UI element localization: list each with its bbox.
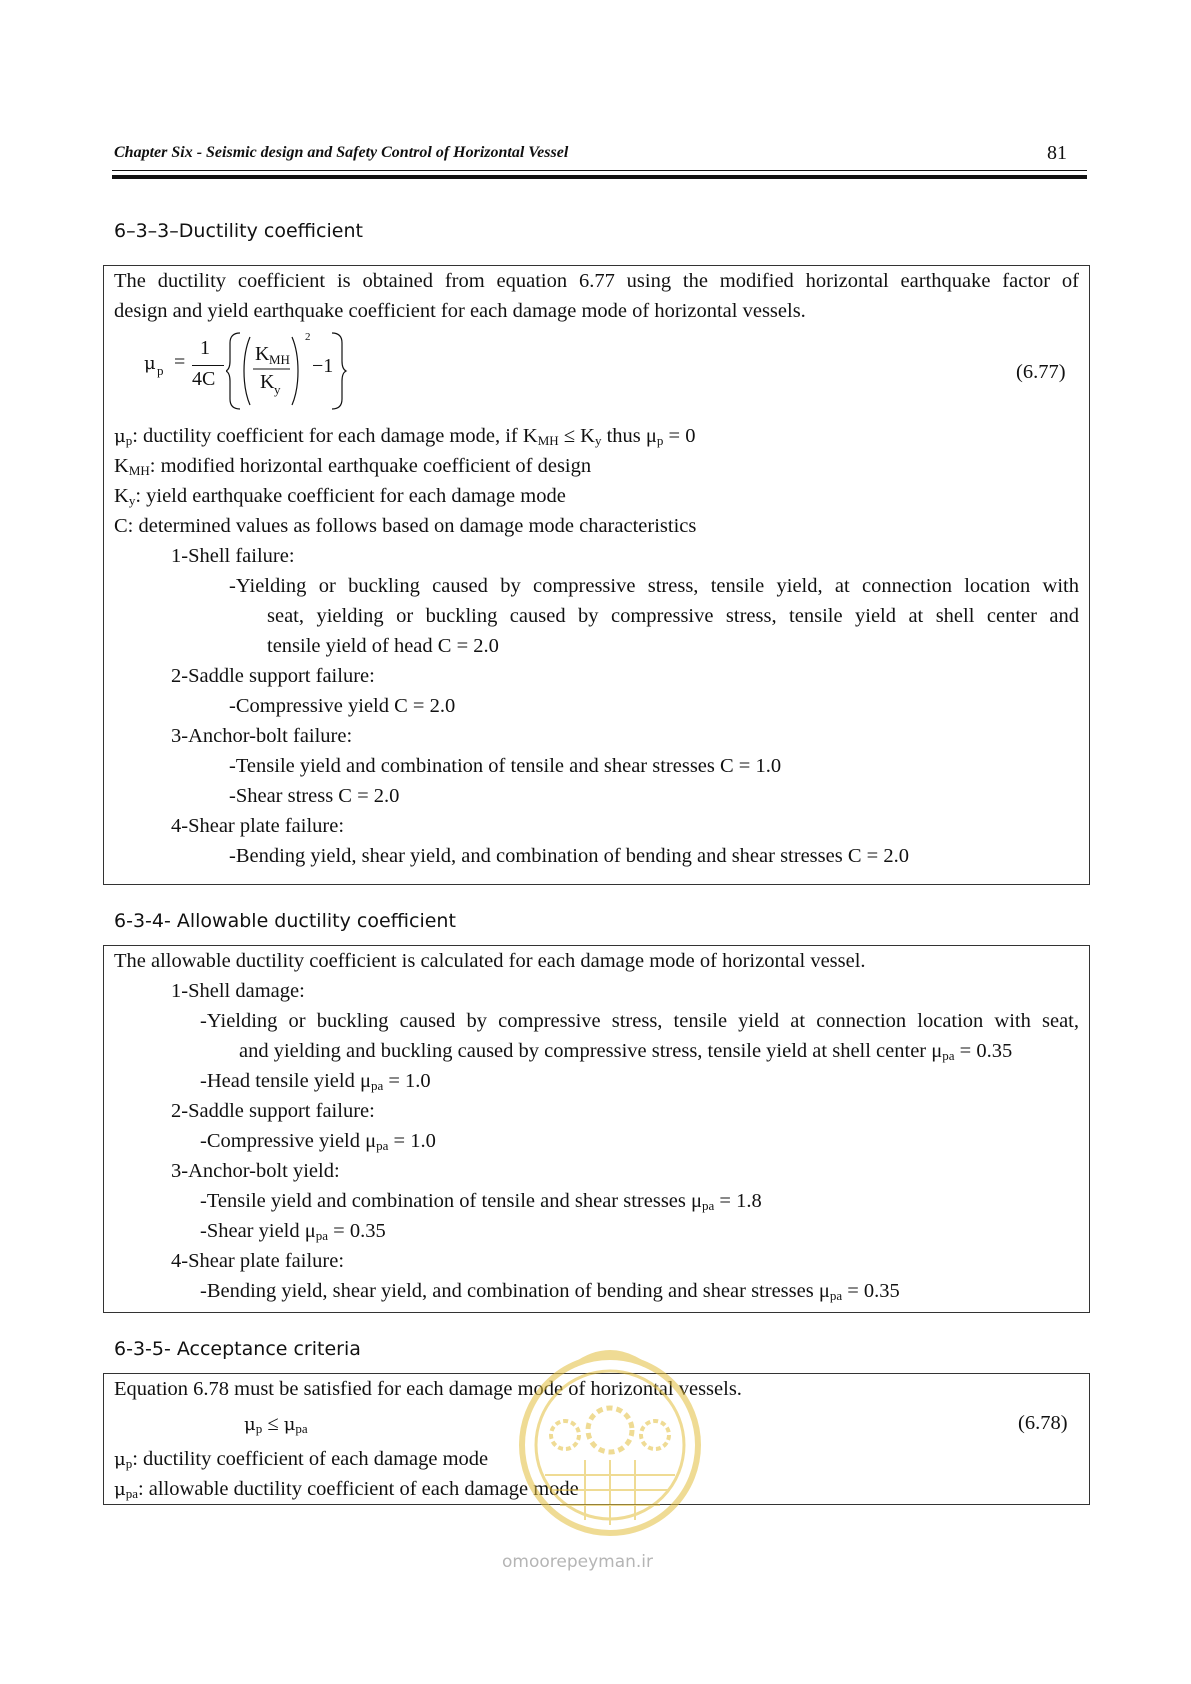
intro-line-1: The ductility coefficient is obtained from equation 6.77 using the modified horizontal earthquake factor of: [114, 270, 1079, 292]
item-shell-failure: 1-Shell failure:: [171, 545, 295, 567]
allowable-plate: 4-Shear plate failure:: [171, 1250, 345, 1272]
acceptance-intro: Equation 6.78 must be satisfied for each damage mode of horizontal vessels.: [114, 1378, 742, 1400]
eq-mu-sub: p: [157, 363, 164, 378]
equation-6-77: [144, 331, 444, 411]
header-rule-thick: [112, 175, 1087, 179]
allowable-saddle: 2-Saddle support failure:: [171, 1100, 375, 1122]
item-shell-1a: -Yielding or buckling caused by compressive stress, tensile yield, at connection location with: [229, 575, 1079, 597]
allowable-intro: The allowable ductility coefficient is calculated for each damage mode of horizontal vessel.: [114, 950, 866, 972]
def-ky: $K_y$: yield earthquake coefficient for each damage mode: [114, 485, 566, 508]
header-rule-thin: [112, 170, 1087, 171]
eq-equals: =: [174, 351, 186, 373]
item-anchor-2: -Shear stress C = 2.0: [229, 785, 400, 807]
allowable-plate-1: -Bending yield, shear yield, and combination of bending and shear stresses $\mu_{pa} = 0.35$: [200, 1280, 900, 1303]
eq-power: 2: [305, 331, 311, 343]
allowable-shell-1a: -Yielding or buckling caused by compressive stress, tensile yield at connection location with seat,: [200, 1010, 1079, 1032]
eq-ky-sub: y: [274, 382, 281, 397]
allowable-saddle-1: -Compressive yield $\mu_{pa} = 1.0$: [200, 1130, 436, 1153]
equation-number-6-78: (6.78): [1018, 1412, 1068, 1434]
item-plate-failure: 4-Shear plate failure:: [171, 815, 345, 837]
eq-ky: K: [260, 371, 275, 393]
def-kmh: $K_{MH}$: modified horizontal earthquake coefficient of design: [114, 455, 592, 478]
item-anchor-failure: 3-Anchor-bolt failure:: [171, 725, 353, 747]
page-number: 81: [1047, 142, 1067, 164]
eq-minus-one: −1: [312, 355, 334, 377]
item-anchor-1: -Tensile yield and combination of tensile and shear stresses C = 1.0: [229, 755, 782, 777]
allowable-shell: 1-Shell damage:: [171, 980, 305, 1002]
def-mu-p: $\mu_p$: ductility coefficient for each damage mode, if $K_{MH} \le K_y$ thus $\mu_p = 0$: [114, 425, 696, 448]
watermark-url: omoorepeyman.ir: [502, 1552, 654, 1572]
intro-line-2: design and yield earthquake coefficient for each damage mode of horizontal vessels.: [114, 300, 806, 322]
allowable-shell-1b: and yielding and buckling caused by compressive stress, tensile yield at shell center $\mu_{pa} = 0.35$: [239, 1040, 1013, 1063]
section-heading-allowable: 6-3-4- Allowable ductility coefficient: [114, 910, 456, 932]
item-saddle-1: -Compressive yield C = 2.0: [229, 695, 456, 717]
allowable-box: [103, 945, 1090, 1313]
item-plate-1: -Bending yield, shear yield, and combination of bending and shear stresses C = 2.0: [229, 845, 909, 867]
eq-kmh-sub: MH: [269, 352, 290, 367]
item-saddle-failure: 2-Saddle support failure:: [171, 665, 375, 687]
section-heading-acceptance: 6-3-5- Acceptance criteria: [114, 1338, 361, 1360]
allowable-shell-2: -Head tensile yield $\mu_{pa} = 1.0$: [200, 1070, 431, 1093]
allowable-anchor-2: -Shear yield $\mu_{pa} = 0.35$: [200, 1220, 386, 1243]
item-shell-1c: tensile yield of head C = 2.0: [267, 635, 499, 657]
eq-num-one: 1: [200, 337, 210, 359]
equation-6-78: $\mu_p \le \mu_{pa}$: [244, 1413, 308, 1436]
equation-number-6-77: (6.77): [1016, 361, 1066, 383]
eq-kmh: K: [255, 343, 270, 365]
acceptance-def-mu-pa: $\mu_{pa}$: allowable ductility coefficient of each damage mode: [114, 1478, 579, 1501]
allowable-anchor: 3-Anchor-bolt yield:: [171, 1160, 340, 1182]
section-heading-ductility: 6–3–3–Ductility coefficient: [114, 220, 363, 242]
def-c: C: determined values as follows based on damage mode characteristics: [114, 515, 697, 537]
eq-fraction-bar: [192, 365, 224, 366]
allowable-anchor-1: -Tensile yield and combination of tensile and shear stresses $\mu_{pa} = 1.8$: [200, 1190, 762, 1213]
ductility-box: [103, 265, 1090, 885]
acceptance-def-mu-p: $\mu_p$: ductility coefficient of each damage mode: [114, 1448, 489, 1471]
running-header: Chapter Six - Seismic design and Safety Control of Horizontal Vessel: [114, 144, 569, 161]
eq-mu: μ: [144, 353, 156, 374]
eq-den-4c: 4C: [192, 368, 216, 390]
seal-logo-watermark: [505, 1335, 715, 1545]
item-shell-1b: seat, yielding or buckling caused by compressive stress, tensile yield at shell center and: [267, 605, 1079, 627]
